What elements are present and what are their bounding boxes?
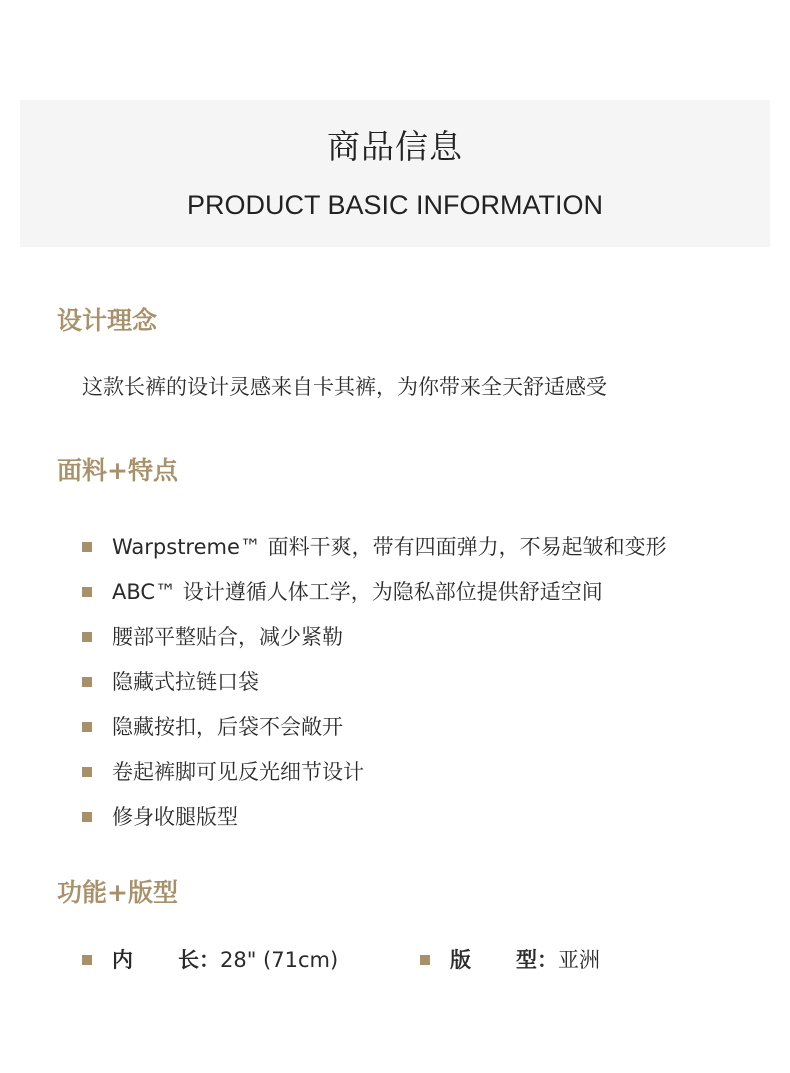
fabric-features-heading: 面料+特点 — [57, 456, 178, 485]
list-item — [82, 704, 667, 749]
spec-value: 28" (71cm) — [220, 948, 339, 972]
function-fit-heading: 功能+版型 — [57, 878, 178, 907]
square-bullet-icon — [82, 542, 92, 552]
spec-key-last: 型： — [516, 948, 558, 972]
square-bullet-icon — [82, 812, 92, 822]
header-banner — [20, 100, 770, 247]
design-concept-heading: 设计理念 — [57, 306, 158, 335]
spec-inseam — [82, 946, 338, 974]
feature-text: Warpstreme™ 面料干爽，带有四面弹力，不易起皱和变形 — [112, 534, 667, 559]
list-item — [82, 749, 667, 794]
square-bullet-icon — [82, 767, 92, 777]
list-item — [82, 569, 667, 614]
page-title: 商品信息 — [327, 127, 463, 166]
spec-key-first: 版 — [450, 948, 516, 972]
feature-text: ABC™ 设计遵循人体工学，为隐私部位提供舒适空间 — [112, 579, 603, 604]
spec-fit — [420, 946, 600, 974]
feature-text: 隐藏按扣，后袋不会敞开 — [112, 714, 343, 739]
spec-value: 亚洲 — [558, 948, 600, 972]
square-bullet-icon — [420, 955, 430, 965]
design-concept-text: 这款长裤的设计灵感来自卡其裤，为你带来全天舒适感受 — [82, 375, 607, 399]
feature-text: 修身收腿版型 — [112, 804, 238, 829]
list-item — [82, 614, 667, 659]
spec-key-first: 内 — [112, 948, 178, 972]
feature-list — [82, 524, 667, 839]
feature-text: 卷起裤脚可见反光细节设计 — [112, 759, 364, 784]
square-bullet-icon — [82, 677, 92, 687]
list-item — [82, 794, 667, 839]
spec-key-last: 长： — [178, 948, 220, 972]
square-bullet-icon — [82, 722, 92, 732]
list-item — [82, 524, 667, 569]
square-bullet-icon — [82, 632, 92, 642]
square-bullet-icon — [82, 587, 92, 597]
page-subtitle: PRODUCT BASIC INFORMATION — [186, 190, 604, 220]
feature-text: 隐藏式拉链口袋 — [112, 669, 259, 694]
feature-text: 腰部平整贴合，减少紧勒 — [112, 624, 343, 649]
square-bullet-icon — [82, 955, 92, 965]
list-item — [82, 659, 667, 704]
